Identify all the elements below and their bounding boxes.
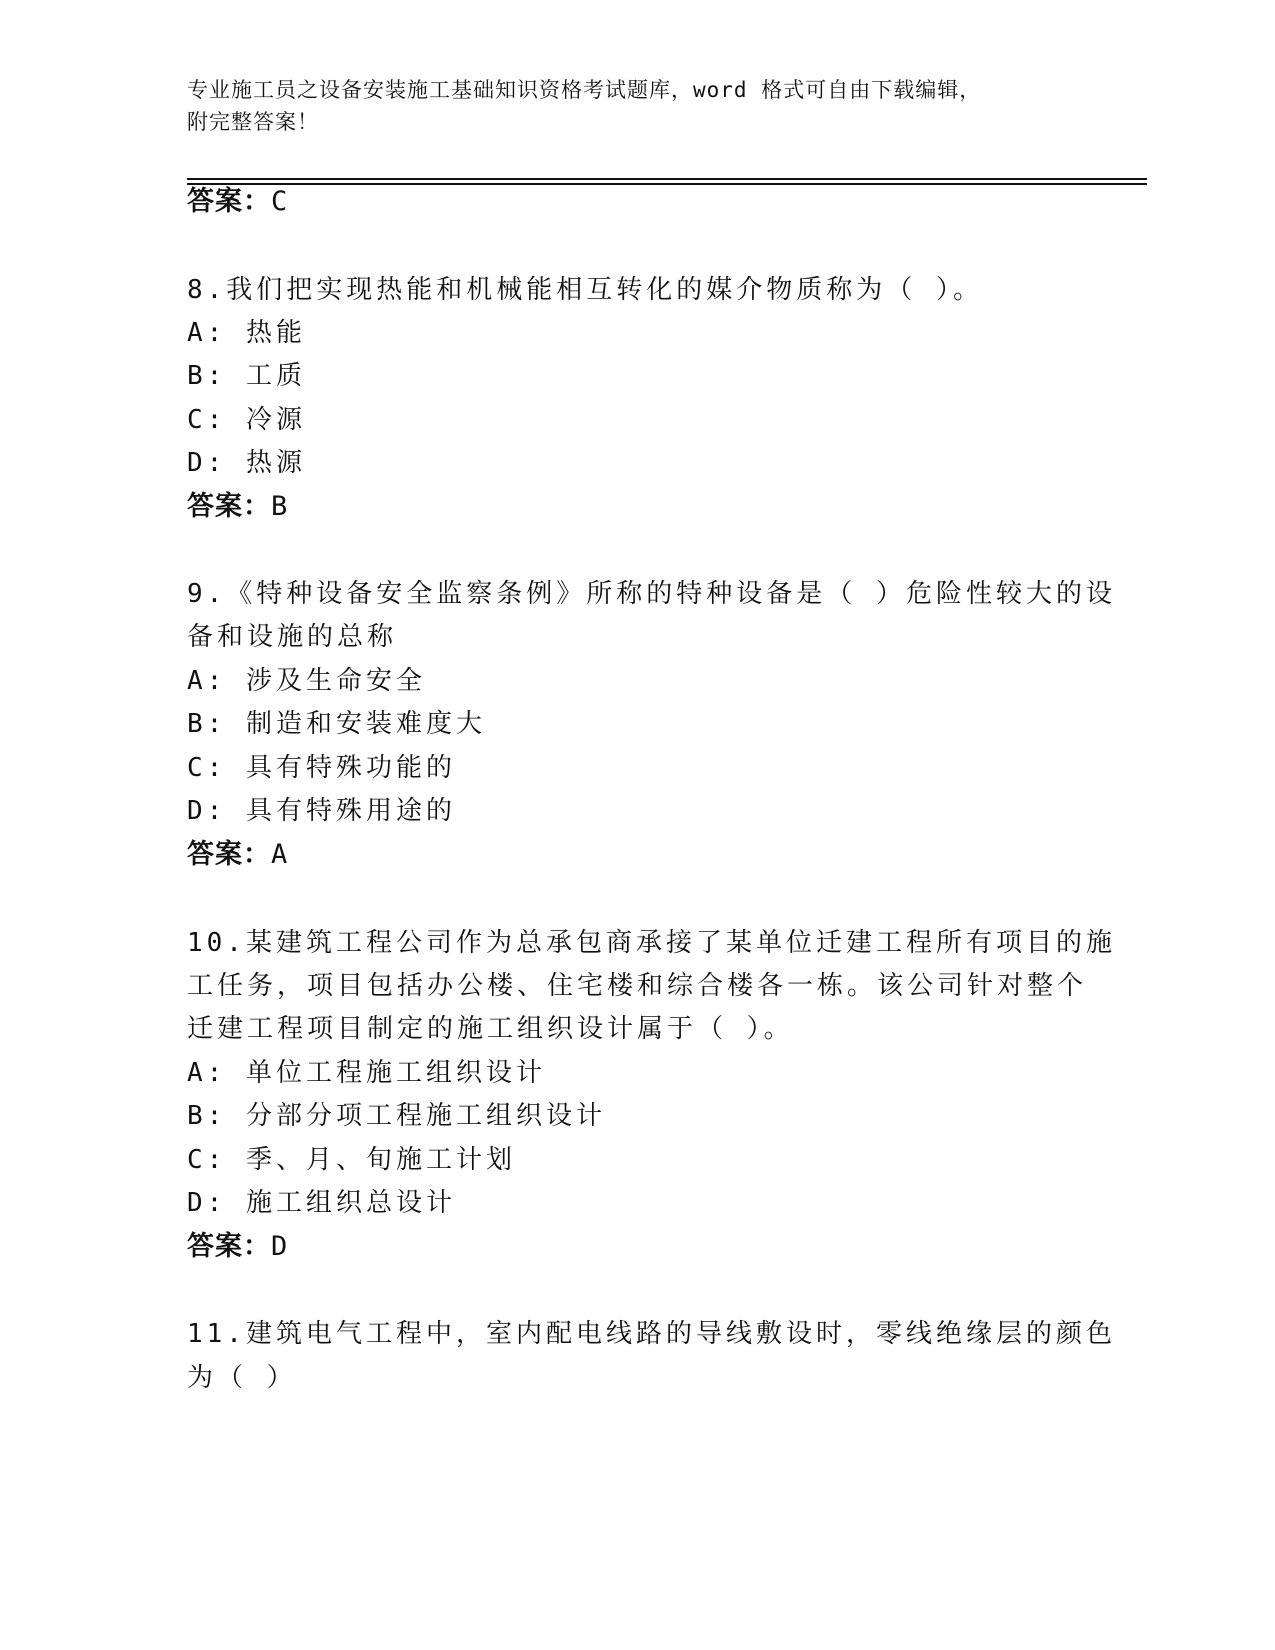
answer-label: 答案： bbox=[187, 491, 271, 522]
question-10-option-d: D: 施工组织总设计 bbox=[187, 1188, 456, 1218]
question-10-answer bbox=[187, 1231, 288, 1263]
answer-previous bbox=[187, 186, 288, 218]
header-divider-top bbox=[187, 178, 1147, 180]
question-8-option-c: C: 冷源 bbox=[187, 405, 306, 435]
question-8-option-d: D: 热源 bbox=[187, 448, 306, 478]
question-9-option-c: C: 具有特殊功能的 bbox=[187, 753, 456, 783]
question-8-option-b: B: 工质 bbox=[187, 361, 306, 391]
question-9-answer bbox=[187, 839, 288, 871]
question-10-stem-line-1: 10.某建筑工程公司作为总承包商承接了某单位迁建工程所有项目的施 bbox=[187, 928, 1116, 958]
header-line-1: 专业施工员之设备安装施工基础知识资格考试题库，word 格式可自由下载编辑， bbox=[187, 78, 982, 102]
question-11-stem-line-1: 11.建筑电气工程中，室内配电线路的导线敷设时，零线绝缘层的颜色 bbox=[187, 1319, 1116, 1349]
question-9-stem-line-2: 备和设施的总称 bbox=[187, 622, 398, 652]
question-10-stem-line-2: 工任务，项目包括办公楼、住宅楼和综合楼各一栋。该公司针对整个 bbox=[187, 971, 1088, 1001]
question-9-stem-line-1: 9.《特种设备安全监察条例》所称的特种设备是（ ）危险性较大的设 bbox=[187, 579, 1116, 609]
question-9-option-d: D: 具有特殊用途的 bbox=[187, 796, 456, 826]
question-8-stem-line-1: 8.我们把实现热能和机械能相互转化的媒介物质称为（ ）。 bbox=[187, 275, 983, 305]
question-8-answer bbox=[187, 491, 288, 523]
question-10-option-b: B: 分部分项工程施工组织设计 bbox=[187, 1101, 606, 1131]
question-10-option-c: C: 季、月、旬施工计划 bbox=[187, 1145, 516, 1175]
question-10-stem-line-3: 迁建工程项目制定的施工组织设计属于（ ）。 bbox=[187, 1014, 794, 1044]
answer-label: 答案： bbox=[187, 839, 271, 870]
header-line-2: 附完整答案！ bbox=[187, 110, 319, 134]
question-9-option-a: A: 涉及生命安全 bbox=[187, 666, 426, 696]
question-8-option-a: A: 热能 bbox=[187, 318, 306, 348]
answer-value: A bbox=[271, 839, 289, 870]
answer-label: 答案： bbox=[187, 186, 271, 217]
document-header bbox=[187, 74, 1087, 138]
answer-value: B bbox=[271, 491, 289, 522]
answer-label: 答案： bbox=[187, 1231, 271, 1262]
answer-value: D bbox=[271, 1231, 289, 1262]
question-9-option-b: B: 制造和安装难度大 bbox=[187, 709, 486, 739]
question-11-stem-line-2: 为（ ） bbox=[187, 1363, 297, 1393]
header-divider-bottom bbox=[187, 183, 1147, 185]
question-10-option-a: A: 单位工程施工组织设计 bbox=[187, 1058, 546, 1088]
answer-value: C bbox=[271, 186, 289, 217]
